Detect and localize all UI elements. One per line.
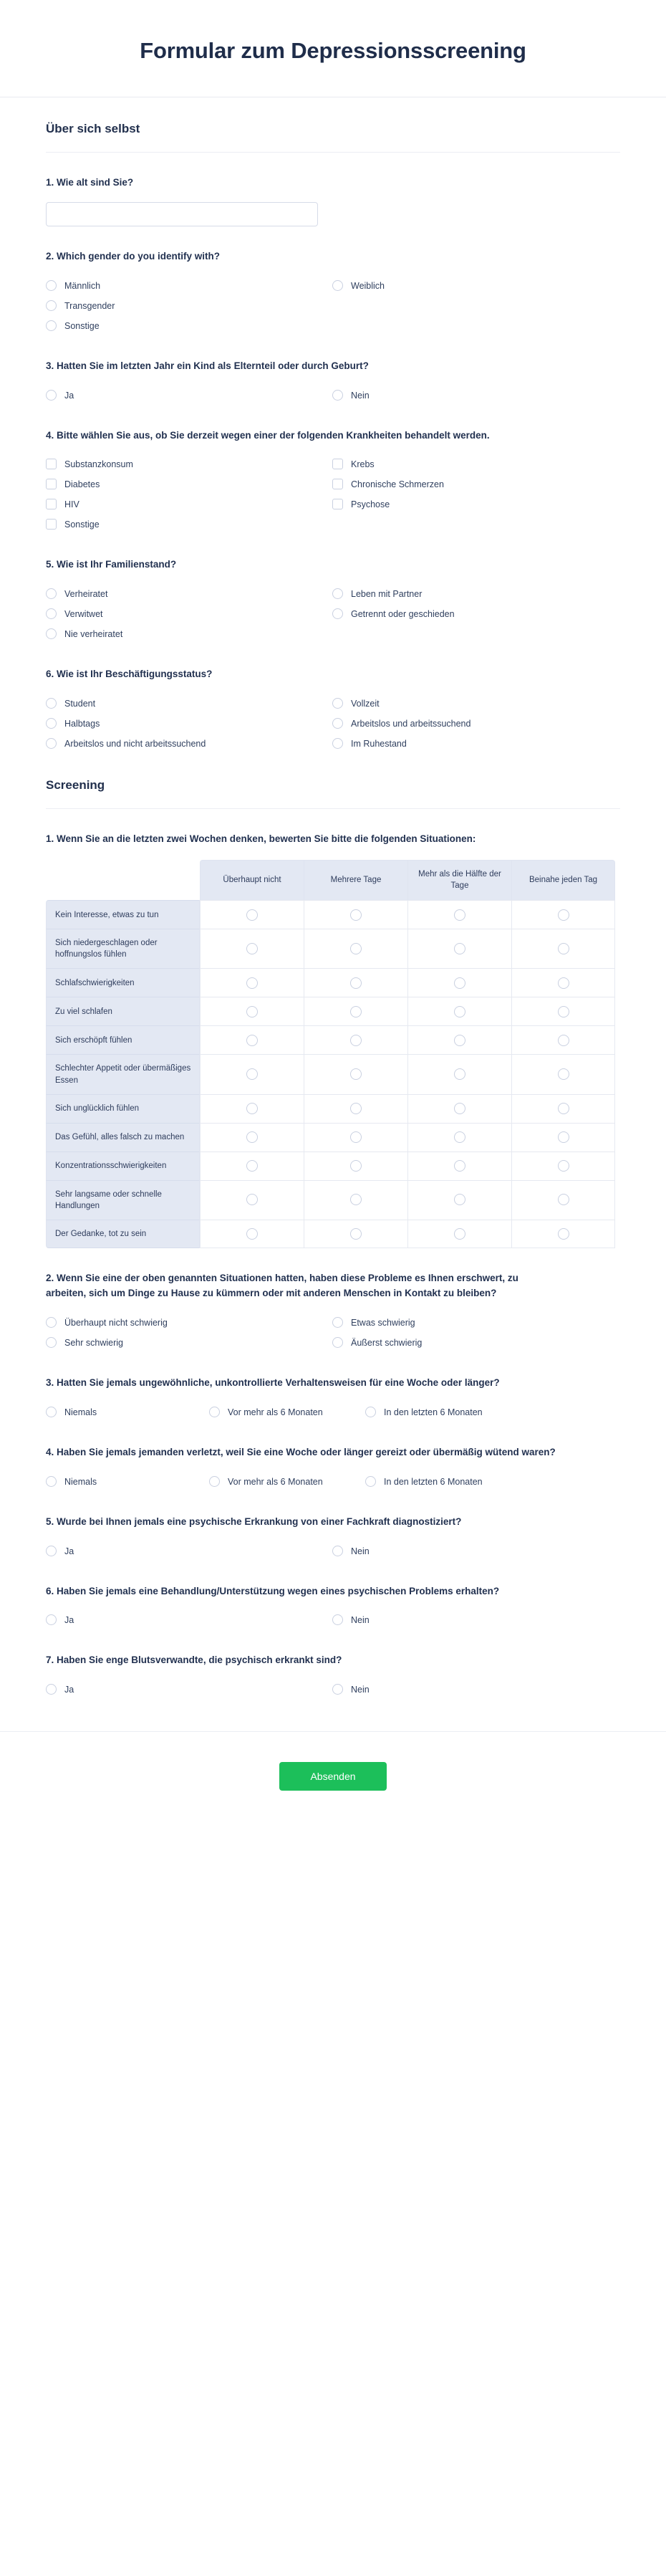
option-label: Im Ruhestand (351, 739, 407, 750)
radio-icon[interactable] (365, 1476, 376, 1487)
option-checkbox[interactable] (46, 474, 332, 494)
matrix-cell[interactable] (200, 1123, 304, 1151)
radio-icon[interactable] (46, 628, 57, 639)
radio-icon[interactable] (454, 1194, 465, 1205)
option-radio[interactable] (365, 1402, 483, 1422)
option-group (46, 584, 620, 644)
matrix-row-label: Sich niedergeschlagen oder hoffnungslos fühlen (46, 929, 200, 968)
radio-icon[interactable] (46, 1317, 57, 1328)
radio-icon[interactable] (350, 909, 362, 921)
matrix-row (46, 997, 615, 1025)
matrix-row-label: Schlechter Appetit oder übermäßiges Essen (46, 1054, 200, 1093)
matrix-cell[interactable] (304, 1180, 407, 1220)
question (34, 1422, 632, 1492)
option-radio[interactable] (46, 694, 332, 714)
radio-icon[interactable] (350, 1035, 362, 1046)
radio-icon[interactable] (246, 1006, 258, 1018)
option-group (46, 386, 620, 406)
radio-icon[interactable] (454, 1068, 465, 1080)
checkbox-icon[interactable] (46, 499, 57, 509)
option-spacer (332, 514, 619, 535)
matrix-cell[interactable] (304, 1025, 407, 1054)
section-header-about-you (34, 97, 632, 153)
option-checkbox[interactable] (332, 474, 619, 494)
form-sections (0, 97, 666, 1700)
radio-icon[interactable] (46, 280, 57, 291)
radio-icon[interactable] (332, 588, 343, 599)
option-group (46, 1313, 620, 1353)
matrix-corner-cell (46, 860, 200, 900)
option-label: Getrennt oder geschieden (351, 609, 455, 620)
matrix-cell[interactable] (304, 1094, 407, 1123)
question (34, 1248, 632, 1353)
question-label: 3. Hatten Sie jemals ungewöhnliche, unkontrollierte Verhaltensweisen für eine Woche oder länger? (46, 1376, 500, 1388)
matrix-column-header: Überhaupt nicht (200, 860, 304, 900)
radio-icon[interactable] (350, 1131, 362, 1143)
question-label: 2. Wenn Sie eine der oben genannten Situationen hatten, haben diese Probleme es Ihnen erschwert, zu arbeiten, sich um Dinge zu Hause zu kümmern oder mit anderen Menschen in Kontakt zu bleiben? (46, 1272, 518, 1298)
matrix-cell[interactable] (407, 929, 511, 968)
option-radio[interactable] (46, 386, 332, 406)
form-header (0, 0, 666, 97)
matrix-cell[interactable] (304, 929, 407, 968)
question (34, 535, 632, 644)
matrix-row (46, 1180, 615, 1220)
matrix-column-header: Mehr als die Hälfte der Tage (407, 860, 511, 900)
matrix-column-header: Beinahe jeden Tag (511, 860, 615, 900)
radio-icon[interactable] (332, 698, 343, 709)
option-checkbox[interactable] (46, 514, 332, 535)
radio-icon[interactable] (332, 718, 343, 729)
option-label: Verheiratet (64, 589, 108, 600)
matrix-row (46, 1094, 615, 1123)
matrix-cell[interactable] (200, 1151, 304, 1180)
radio-icon[interactable] (350, 943, 362, 954)
radio-icon[interactable] (350, 1103, 362, 1114)
radio-icon[interactable] (46, 1476, 57, 1487)
radio-icon[interactable] (558, 977, 569, 989)
page-title: Formular zum Depressionsscreening (140, 38, 526, 63)
matrix-cell[interactable] (407, 1025, 511, 1054)
question-label: 5. Wurde bei Ihnen jemals eine psychische Erkrankung von einer Fachkraft diagnostiziert? (46, 1516, 462, 1527)
option-label: Überhaupt nicht schwierig (64, 1317, 168, 1328)
radio-icon[interactable] (46, 390, 57, 401)
radio-icon[interactable] (46, 698, 57, 709)
checkbox-icon[interactable] (46, 459, 57, 469)
radio-icon[interactable] (332, 1317, 343, 1328)
option-label: Verwitwet (64, 609, 103, 620)
matrix-cell[interactable] (304, 1123, 407, 1151)
section-header-screening (34, 754, 632, 809)
radio-icon[interactable] (332, 1337, 343, 1348)
radio-icon[interactable] (46, 738, 57, 749)
matrix-cell[interactable] (304, 900, 407, 929)
radio-icon[interactable] (46, 608, 57, 619)
checkbox-icon[interactable] (46, 519, 57, 530)
question-label: 2. Which gender do you identify with? (46, 250, 220, 262)
matrix-cell[interactable] (200, 929, 304, 968)
matrix-cell[interactable] (511, 1094, 615, 1123)
matrix-row-label: Konzentrationsschwierigkeiten (46, 1151, 200, 1180)
option-radio[interactable] (365, 1472, 483, 1492)
radio-icon[interactable] (46, 718, 57, 729)
option-radio[interactable] (46, 624, 332, 644)
question-label: 7. Haben Sie enge Blutsverwandte, die psychisch erkrankt sind? (46, 1655, 342, 1666)
option-radio[interactable] (332, 1541, 619, 1561)
option-group (46, 1472, 620, 1492)
radio-icon[interactable] (365, 1407, 376, 1417)
matrix-row-label: Sich unglücklich fühlen (46, 1094, 200, 1123)
radio-icon[interactable] (209, 1407, 220, 1417)
section-screening (0, 754, 666, 1700)
matrix-row (46, 1025, 615, 1054)
matrix-cell[interactable] (200, 900, 304, 929)
matrix-cell[interactable] (511, 1025, 615, 1054)
radio-icon[interactable] (46, 1546, 57, 1556)
option-radio[interactable] (46, 316, 332, 336)
checkbox-icon[interactable] (332, 459, 343, 469)
submit-button[interactable]: Absenden (279, 1762, 387, 1791)
option-radio[interactable] (332, 694, 619, 714)
radio-icon[interactable] (246, 1194, 258, 1205)
option-label: In den letzten 6 Monaten (384, 1476, 483, 1487)
option-label: Ja (64, 1546, 74, 1556)
option-label: Weiblich (351, 280, 385, 291)
radio-icon[interactable] (350, 1006, 362, 1018)
option-label: Halbtags (64, 719, 100, 729)
radio-icon[interactable] (558, 1228, 569, 1240)
radio-icon[interactable] (46, 588, 57, 599)
question (34, 1630, 632, 1700)
matrix-cell[interactable] (511, 900, 615, 929)
option-radio[interactable] (46, 1472, 209, 1492)
radio-icon[interactable] (332, 390, 343, 401)
matrix-row (46, 968, 615, 997)
option-label: HIV (64, 499, 79, 510)
radio-icon[interactable] (454, 943, 465, 954)
form-footer (0, 1732, 666, 1831)
question (34, 1353, 632, 1422)
matrix-cell[interactable] (200, 1220, 304, 1248)
radio-icon[interactable] (454, 1228, 465, 1240)
option-radio[interactable] (332, 1680, 619, 1700)
radio-icon[interactable] (246, 1228, 258, 1240)
matrix-row-label: Der Gedanke, tot zu sein (46, 1220, 200, 1248)
radio-icon[interactable] (454, 977, 465, 989)
radio-icon[interactable] (209, 1476, 220, 1487)
checkbox-icon[interactable] (332, 479, 343, 489)
question (34, 336, 632, 406)
radio-icon[interactable] (558, 1103, 569, 1114)
option-radio[interactable] (46, 604, 332, 624)
question (34, 1492, 632, 1561)
question-label: 5. Wie ist Ihr Familienstand? (46, 559, 177, 570)
question-label: 4. Haben Sie jemals jemanden verletzt, weil Sie eine Woche oder länger gereizt oder übermäßig wütend waren? (46, 1446, 556, 1457)
option-label: Sonstige (64, 519, 100, 530)
option-radio[interactable] (46, 276, 332, 296)
option-checkbox[interactable] (46, 454, 332, 474)
option-radio[interactable] (46, 1333, 332, 1353)
matrix-cell[interactable] (407, 1123, 511, 1151)
question (34, 406, 632, 535)
option-label: Männlich (64, 280, 101, 291)
option-radio[interactable] (46, 714, 332, 734)
option-spacer (332, 316, 619, 336)
option-group (46, 1610, 620, 1630)
option-label: Sehr schwierig (64, 1337, 123, 1348)
option-radio[interactable] (332, 386, 619, 406)
section-about-you (0, 97, 666, 755)
option-label: Krebs (351, 459, 375, 470)
option-radio[interactable] (332, 1313, 619, 1333)
option-label: Nein (351, 1685, 370, 1695)
matrix-wrapper (46, 858, 620, 1248)
option-group (46, 1680, 620, 1700)
matrix-cell[interactable] (407, 997, 511, 1025)
option-radio[interactable] (332, 276, 619, 296)
question-label: 1. Wie alt sind Sie? (46, 176, 134, 188)
matrix-cell[interactable] (304, 997, 407, 1025)
option-radio[interactable] (332, 734, 619, 754)
radio-icon[interactable] (46, 1684, 57, 1695)
radio-icon[interactable] (46, 1614, 57, 1625)
option-radio[interactable] (332, 714, 619, 734)
question (34, 644, 632, 754)
matrix-row-label: Sich erschöpft fühlen (46, 1025, 200, 1054)
option-label: Vor mehr als 6 Monaten (228, 1407, 323, 1417)
matrix-row (46, 929, 615, 968)
option-group (46, 694, 620, 754)
radio-icon[interactable] (46, 300, 57, 311)
radio-icon[interactable] (246, 1103, 258, 1114)
matrix-cell[interactable] (200, 1180, 304, 1220)
matrix-row (46, 1054, 615, 1093)
radio-icon[interactable] (558, 1194, 569, 1205)
matrix-cell[interactable] (407, 968, 511, 997)
matrix-cell[interactable] (511, 1220, 615, 1248)
matrix-cell[interactable] (407, 1220, 511, 1248)
radio-icon[interactable] (246, 909, 258, 921)
matrix-cell[interactable] (200, 1025, 304, 1054)
matrix-cell[interactable] (304, 1151, 407, 1180)
matrix-column-header: Mehrere Tage (304, 860, 407, 900)
question-label: 4. Bitte wählen Sie aus, ob Sie derzeit wegen einer der folgenden Krankheiten behandelt werden. (46, 429, 490, 441)
option-checkbox[interactable] (332, 494, 619, 514)
radio-icon[interactable] (558, 909, 569, 921)
option-label: Leben mit Partner (351, 589, 423, 600)
option-radio[interactable] (209, 1402, 365, 1422)
text-answer-input[interactable] (46, 202, 318, 226)
checkbox-icon[interactable] (332, 499, 343, 509)
radio-icon[interactable] (558, 1068, 569, 1080)
option-radio[interactable] (332, 604, 619, 624)
matrix-row-label: Sehr langsame oder schnelle Handlungen (46, 1180, 200, 1220)
matrix-cell[interactable] (200, 968, 304, 997)
option-label: Äußerst schwierig (351, 1337, 423, 1348)
question (34, 153, 632, 226)
radio-icon[interactable] (246, 943, 258, 954)
radio-icon[interactable] (332, 1684, 343, 1695)
radio-icon[interactable] (454, 1131, 465, 1143)
option-label: Arbeitslos und arbeitssuchend (351, 719, 471, 729)
option-radio[interactable] (46, 1402, 209, 1422)
option-label: Ja (64, 390, 74, 401)
option-label: Ja (64, 1615, 74, 1626)
question-label: 3. Hatten Sie im letzten Jahr ein Kind als Elternteil oder durch Geburt? (46, 360, 369, 371)
bottom-spacer (0, 1831, 666, 1838)
option-label: Nein (351, 1615, 370, 1626)
matrix-cell[interactable] (511, 1151, 615, 1180)
option-label: Vor mehr als 6 Monaten (228, 1476, 323, 1487)
option-label: Transgender (64, 300, 115, 311)
matrix-row (46, 1151, 615, 1180)
option-radio[interactable] (332, 584, 619, 604)
option-label: Etwas schwierig (351, 1317, 415, 1328)
radio-icon[interactable] (332, 1546, 343, 1556)
matrix-cell[interactable] (304, 1220, 407, 1248)
question-label: 1. Wenn Sie an die letzten zwei Wochen denken, bewerten Sie bitte die folgenden Situationen: (46, 833, 476, 845)
radio-icon[interactable] (332, 280, 343, 291)
radio-icon[interactable] (246, 977, 258, 989)
radio-icon[interactable] (350, 977, 362, 989)
matrix-cell[interactable] (200, 997, 304, 1025)
option-label: Diabetes (64, 479, 100, 490)
radio-icon[interactable] (350, 1068, 362, 1080)
radio-icon[interactable] (558, 1006, 569, 1018)
option-radio[interactable] (46, 1610, 332, 1630)
question (34, 809, 632, 1248)
matrix-cell[interactable] (511, 1180, 615, 1220)
radio-icon[interactable] (558, 1160, 569, 1172)
radio-icon[interactable] (558, 1035, 569, 1046)
question (34, 226, 632, 336)
matrix-row-label: Schlafschwierigkeiten (46, 968, 200, 997)
radio-icon[interactable] (46, 1407, 57, 1417)
radio-icon[interactable] (246, 1131, 258, 1143)
option-label: In den letzten 6 Monaten (384, 1407, 483, 1417)
option-label: Ja (64, 1685, 74, 1695)
matrix-cell[interactable] (511, 997, 615, 1025)
question-label: 6. Wie ist Ihr Beschäftigungsstatus? (46, 669, 213, 680)
option-label: Sonstige (64, 320, 100, 331)
radio-icon[interactable] (332, 1614, 343, 1625)
matrix-cell[interactable] (304, 1054, 407, 1093)
matrix-row-label: Das Gefühl, alles falsch zu machen (46, 1123, 200, 1151)
option-label: Nein (351, 390, 370, 401)
radio-icon[interactable] (454, 1160, 465, 1172)
option-spacer (332, 296, 619, 316)
option-radio[interactable] (46, 1313, 332, 1333)
radio-icon[interactable] (454, 1035, 465, 1046)
radio-icon[interactable] (558, 1131, 569, 1143)
option-radio[interactable] (46, 296, 332, 316)
checkbox-icon[interactable] (46, 479, 57, 489)
radio-icon[interactable] (246, 1035, 258, 1046)
option-checkbox[interactable] (332, 454, 619, 474)
option-radio[interactable] (46, 1680, 332, 1700)
matrix-cell[interactable] (511, 1054, 615, 1093)
matrix-cell[interactable] (304, 968, 407, 997)
matrix-row (46, 1220, 615, 1248)
question (34, 1561, 632, 1631)
matrix-table (46, 860, 615, 1248)
matrix-row-label: Kein Interesse, etwas zu tun (46, 900, 200, 929)
matrix-cell[interactable] (200, 1054, 304, 1093)
section-title: Über sich selbst (46, 121, 140, 135)
radio-icon[interactable] (332, 738, 343, 749)
radio-icon[interactable] (332, 608, 343, 619)
option-label: Niemals (64, 1407, 97, 1417)
radio-icon[interactable] (454, 1006, 465, 1018)
option-label: Niemals (64, 1476, 97, 1487)
section-title: Screening (46, 778, 105, 793)
option-label: Nie verheiratet (64, 629, 123, 640)
radio-icon[interactable] (246, 1160, 258, 1172)
option-label: Nein (351, 1546, 370, 1556)
matrix-cell[interactable] (407, 1094, 511, 1123)
radio-icon[interactable] (350, 1160, 362, 1172)
radio-icon[interactable] (558, 943, 569, 954)
radio-icon[interactable] (46, 320, 57, 331)
radio-icon[interactable] (454, 1103, 465, 1114)
matrix-cell[interactable] (407, 900, 511, 929)
option-label: Student (64, 699, 96, 709)
matrix-header-row (46, 860, 615, 900)
matrix-row-label: Zu viel schlafen (46, 997, 200, 1025)
option-checkbox[interactable] (46, 494, 332, 514)
option-radio[interactable] (46, 734, 332, 754)
option-radio[interactable] (46, 1541, 332, 1561)
matrix-row (46, 1123, 615, 1151)
option-group (46, 454, 620, 535)
matrix-cell[interactable] (511, 1123, 615, 1151)
question-label: 6. Haben Sie jemals eine Behandlung/Unterstützung wegen eines psychischen Problems erhalten? (46, 1585, 500, 1596)
matrix-row (46, 900, 615, 929)
option-radio[interactable] (332, 1333, 619, 1353)
matrix-cell[interactable] (200, 1094, 304, 1123)
matrix-cell[interactable] (407, 1180, 511, 1220)
radio-icon[interactable] (46, 1337, 57, 1348)
matrix-cell[interactable] (511, 968, 615, 997)
option-radio[interactable] (332, 1610, 619, 1630)
option-label: Substanzkonsum (64, 459, 133, 470)
option-label: Psychose (351, 499, 390, 510)
radio-icon[interactable] (350, 1194, 362, 1205)
option-label: Vollzeit (351, 699, 380, 709)
matrix-cell[interactable] (511, 929, 615, 968)
option-label: Arbeitslos und nicht arbeitssuchend (64, 739, 206, 750)
option-group (46, 276, 620, 336)
radio-icon[interactable] (246, 1068, 258, 1080)
radio-icon[interactable] (350, 1228, 362, 1240)
matrix-cell[interactable] (407, 1151, 511, 1180)
option-group (46, 1541, 620, 1561)
option-radio[interactable] (209, 1472, 365, 1492)
option-radio[interactable] (46, 584, 332, 604)
option-group (46, 1402, 620, 1422)
radio-icon[interactable] (454, 909, 465, 921)
option-label: Chronische Schmerzen (351, 479, 444, 490)
option-spacer (332, 624, 619, 644)
matrix-cell[interactable] (407, 1054, 511, 1093)
